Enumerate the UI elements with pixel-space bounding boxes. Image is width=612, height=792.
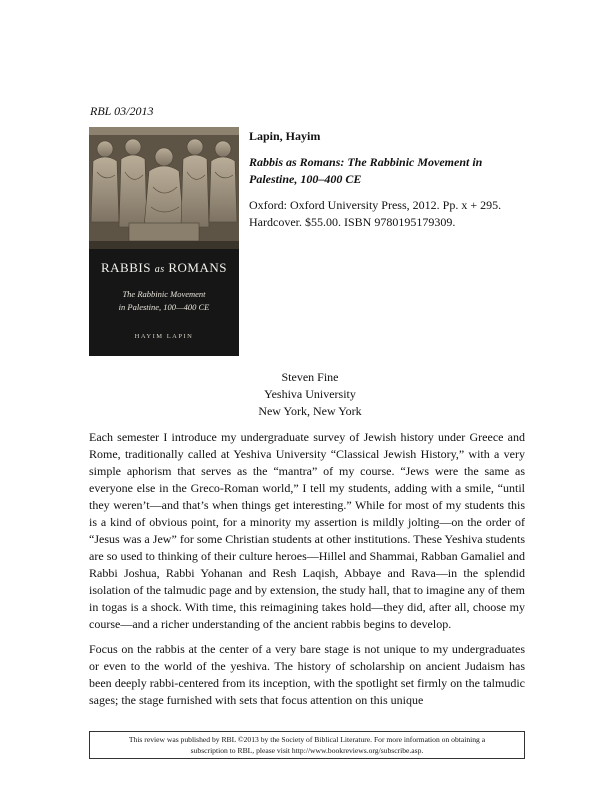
body-paragraph-1: Each semester I introduce my undergraduate survey of Jewish history under Greece and Rome, traditionally called at Yeshiva University “Classical Jewish History,” with a very simple aphorism that serves as the “mantra” of my course. “Jews were the same as everyone else in the Greco-Roman world,” I tell my students, adding with a smile, “until they weren’t—and that’s when things get interesting.” While for most of my students this is a kind of obvious point, for a minority my assertion is mildly jolting—on the order of “Jesus was a Jew” for some Christian students at other institutions. These Yeshiva students are so used to thinking of their culture heroes—Hillel and Shammai, Rabban Gamaliel and Rabbi Joshua, Rabbi Yohanan and Resh Laqish, Abbaye and Rava—in the splendid isolation of the talmudic page and by extension, the study hall, that to imagine any of them in togas is a shock. With time, this reimagining takes hold—they did, after all, choose my course—and a richer understanding of the ancient rabbis begins to develop. <box>89 430 525 631</box>
cover-subtitle-line-2: in Palestine, 100—400 CE <box>118 302 210 312</box>
reviewer-institution: Yeshiva University <box>264 387 356 401</box>
body-paragraph-2: Focus on the rabbis at the center of a very bare stage is not unique to my undergraduates or even to the world of the yeshiva. The history of scholarship on ancient Judaism has been deeply rabbi-centered from its inception, with the spotlight set firmly on the talmudic sages; the stage furnished with sets that focus attention on this unique <box>89 642 525 707</box>
cover-title <box>89 260 239 276</box>
reviewer-name: Steven Fine <box>281 370 339 384</box>
review-body <box>89 429 525 717</box>
reviewer-location: New York, New York <box>258 404 362 418</box>
footer-notice <box>89 731 525 759</box>
cover-title-connector: as <box>154 264 165 275</box>
cover-author: HAYIM LAPIN <box>134 333 194 340</box>
book-cover-image <box>89 127 239 356</box>
issue-label: RBL 03/2013 <box>90 104 154 118</box>
bibliographic-entry <box>249 128 529 231</box>
publication-details: Oxford: Oxford University Press, 2012. Pp. x + 295. Hardcover. $55.00. ISBN 9780195179309. <box>249 198 502 229</box>
cover-relief-artwork <box>89 127 239 249</box>
cover-title-word-1: RABBIS <box>101 260 151 275</box>
cover-subtitle-line-1: The Rabbinic Movement <box>122 289 206 299</box>
book-title: Rabbis as Romans: The Rabbinic Movement in Palestine, 100–400 CE <box>249 155 483 186</box>
cover-title-word-2: ROMANS <box>168 260 227 275</box>
reviewer-block <box>200 369 420 420</box>
footer-line-2: subscription to RBL, please visit http://www.bookreviews.org/subscribe.asp. <box>190 746 424 755</box>
book-author: Lapin, Hayim <box>249 129 321 143</box>
cover-subtitle <box>97 288 231 314</box>
footer-line-1: This review was published by RBL ©2013 by the Society of Biblical Literature. For more information on obtaining a <box>128 735 486 744</box>
